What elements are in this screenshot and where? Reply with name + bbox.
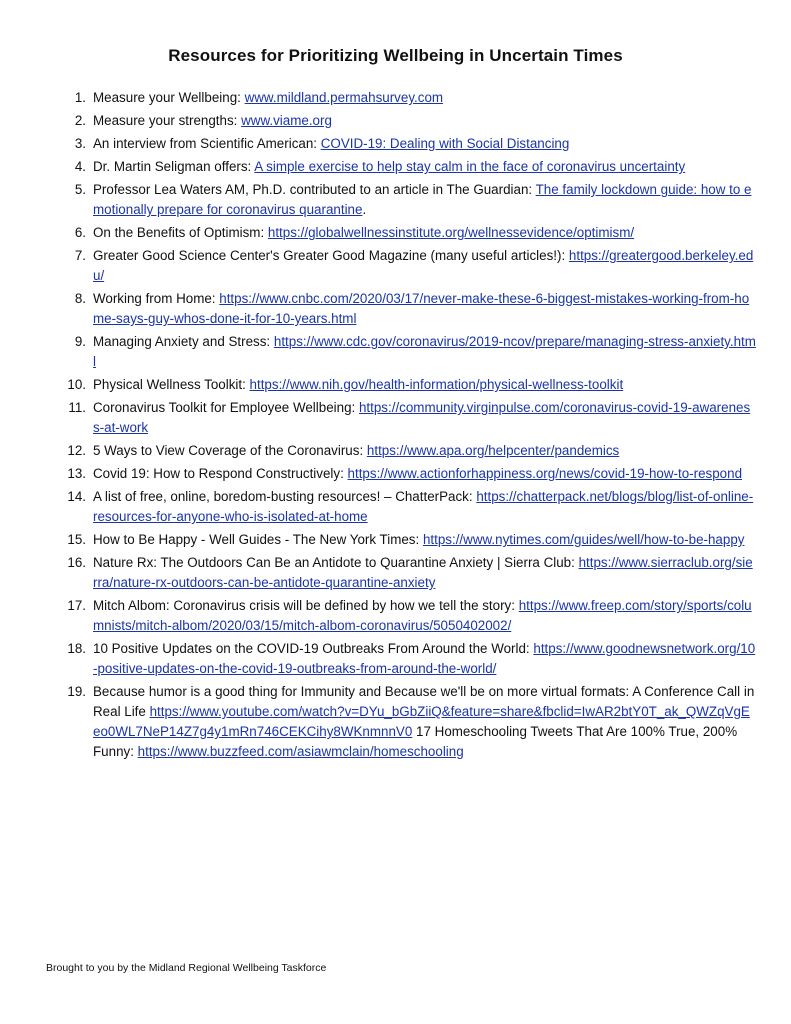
list-item [56,134,756,154]
item-number: 18. [67,641,86,656]
list-item [56,639,756,679]
item-text: An interview from Scientific American: [93,136,321,151]
list-item [56,441,756,461]
resource-link[interactable]: https://www.youtube.com/watch?v=DYu_bGbZiiQ&feature=share&fbclid=IwAR2btY0T_ak_QWZqVgEeo0WL7NeP14Z7g4y1mRn746CEKCihy8WKnmnnV0 [93,704,750,739]
item-number: 8. [74,291,86,306]
item-text: Professor Lea Waters AM, Ph.D. contributed to an article in The Guardian: [93,182,536,197]
resource-link[interactable]: The family lockdown guide: how to emotionally prepare for coronavirus quarantine [93,182,752,217]
item-text: Because humor is a good thing for Immunity and Because we'll be on more virtual formats: A Conference Call in Real Life [93,684,755,719]
item-text: Mitch Albom: Coronavirus crisis will be defined by how we tell the story: [93,598,519,613]
list-item [56,180,756,220]
item-number: 12. [67,443,86,458]
footer-credit: Brought to you by the Midland Regional Wellbeing Taskforce [46,962,327,974]
resource-link[interactable]: https://www.sierraclub.org/sierra/nature-rx-outdoors-can-be-antidote-quarantine-anxiety [93,555,753,590]
item-text: On the Benefits of Optimism: [93,225,268,240]
list-item [56,332,756,372]
item-text: 10 Positive Updates on the COVID-19 Outbreaks From Around the World: [93,641,534,656]
item-text: Dr. Martin Seligman offers: [93,159,255,174]
list-item [56,596,756,636]
item-text-secondary: 17 Homeschooling Tweets That Are 100% True, 200% Funny: [93,724,738,759]
list-item [56,289,756,329]
item-number: 16. [67,555,86,570]
resource-list [56,88,756,765]
resource-link[interactable]: COVID-19: Dealing with Social Distancing [320,136,570,151]
list-item [56,246,756,286]
item-number: 1. [74,90,86,105]
resource-link[interactable]: www.mildland.permahsurvey.com [244,90,444,105]
item-text: Nature Rx: The Outdoors Can Be an Antidote to Quarantine Anxiety | Sierra Club: [93,555,579,570]
item-number: 6. [74,225,86,240]
item-trailing-text: . [362,202,367,217]
list-item [56,111,756,131]
item-number: 9. [74,334,86,349]
list-item [56,487,756,527]
item-number: 4. [74,159,86,174]
item-text: Greater Good Science Center's Greater Good Magazine (many useful articles!): [93,248,569,263]
resource-link[interactable]: https://www.nytimes.com/guides/well/how-to-be-happy [422,532,745,547]
list-item [56,157,756,177]
item-number: 19. [67,684,86,699]
list-item [56,464,756,484]
item-number: 11. [68,400,86,415]
item-text: Measure your Wellbeing: [93,90,245,105]
resource-link[interactable]: https://www.cnbc.com/2020/03/17/never-make-these-6-biggest-mistakes-working-from-home-says-guy-whos-done-it-for-10-years.html [93,291,750,326]
list-item [56,682,756,762]
resource-link[interactable]: https://www.nih.gov/health-information/physical-wellness-toolkit [249,377,624,392]
resource-link[interactable]: https://www.cdc.gov/coronavirus/2019-ncov/prepare/managing-stress-anxiety.html [93,334,756,369]
item-text: How to Be Happy - Well Guides - The New York Times: [93,532,423,547]
item-number: 7. [74,248,86,263]
resource-link[interactable]: www.viame.org [241,113,332,128]
list-item [56,553,756,593]
item-number: 14. [67,489,86,504]
resource-link[interactable]: https://www.apa.org/helpcenter/pandemics [366,443,620,458]
item-text: Physical Wellness Toolkit: [93,377,250,392]
item-number: 2. [74,113,86,128]
item-number: 10. [67,377,86,392]
list-item [56,223,756,243]
item-number: 13. [67,466,86,481]
item-text: A list of free, online, boredom-busting resources! – ChatterPack: [93,489,477,504]
resource-link[interactable]: A simple exercise to help stay calm in the face of coronavirus uncertainty [254,159,686,174]
list-item [56,88,756,108]
resource-link-secondary[interactable]: https://www.buzzfeed.com/asiawmclain/homeschooling [137,744,464,759]
item-text: Covid 19: How to Respond Constructively: [93,466,348,481]
item-text: Measure your strengths: [93,113,242,128]
item-number: 3. [74,136,86,151]
list-item [56,530,756,550]
list-item [56,398,756,438]
resource-link[interactable]: https://www.freep.com/story/sports/columnists/mitch-albom/2020/03/15/mitch-albom-coronavirus/5050402002/ [93,598,752,633]
list-item [56,375,756,395]
item-number: 15. [67,532,86,547]
item-text: Working from Home: [93,291,220,306]
item-text: 5 Ways to View Coverage of the Coronavirus: [93,443,367,458]
resource-link[interactable]: https://globalwellnessinstitute.org/wellnessevidence/optimism/ [267,225,635,240]
item-text: Managing Anxiety and Stress: [93,334,274,349]
resource-link[interactable]: https://community.virginpulse.com/coronavirus-covid-19-awareness-at-work [93,400,751,435]
item-text: Coronavirus Toolkit for Employee Wellbeing: [93,400,359,415]
resource-link[interactable]: https://www.goodnewsnetwork.org/10-positive-updates-on-the-covid-19-outbreaks-from-around-the-world/ [93,641,756,676]
item-number: 17. [67,598,86,613]
resource-link[interactable]: https://www.actionforhappiness.org/news/covid-19-how-to-respond [347,466,743,481]
page-title: Resources for Prioritizing Wellbeing in Uncertain Times [168,46,623,65]
resource-link[interactable]: https://greatergood.berkeley.edu/ [93,248,754,283]
resource-link[interactable]: https://chatterpack.net/blogs/blog/list-of-online-resources-for-anyone-who-is-isolated-at-home [93,489,754,524]
item-number: 5. [74,182,86,197]
